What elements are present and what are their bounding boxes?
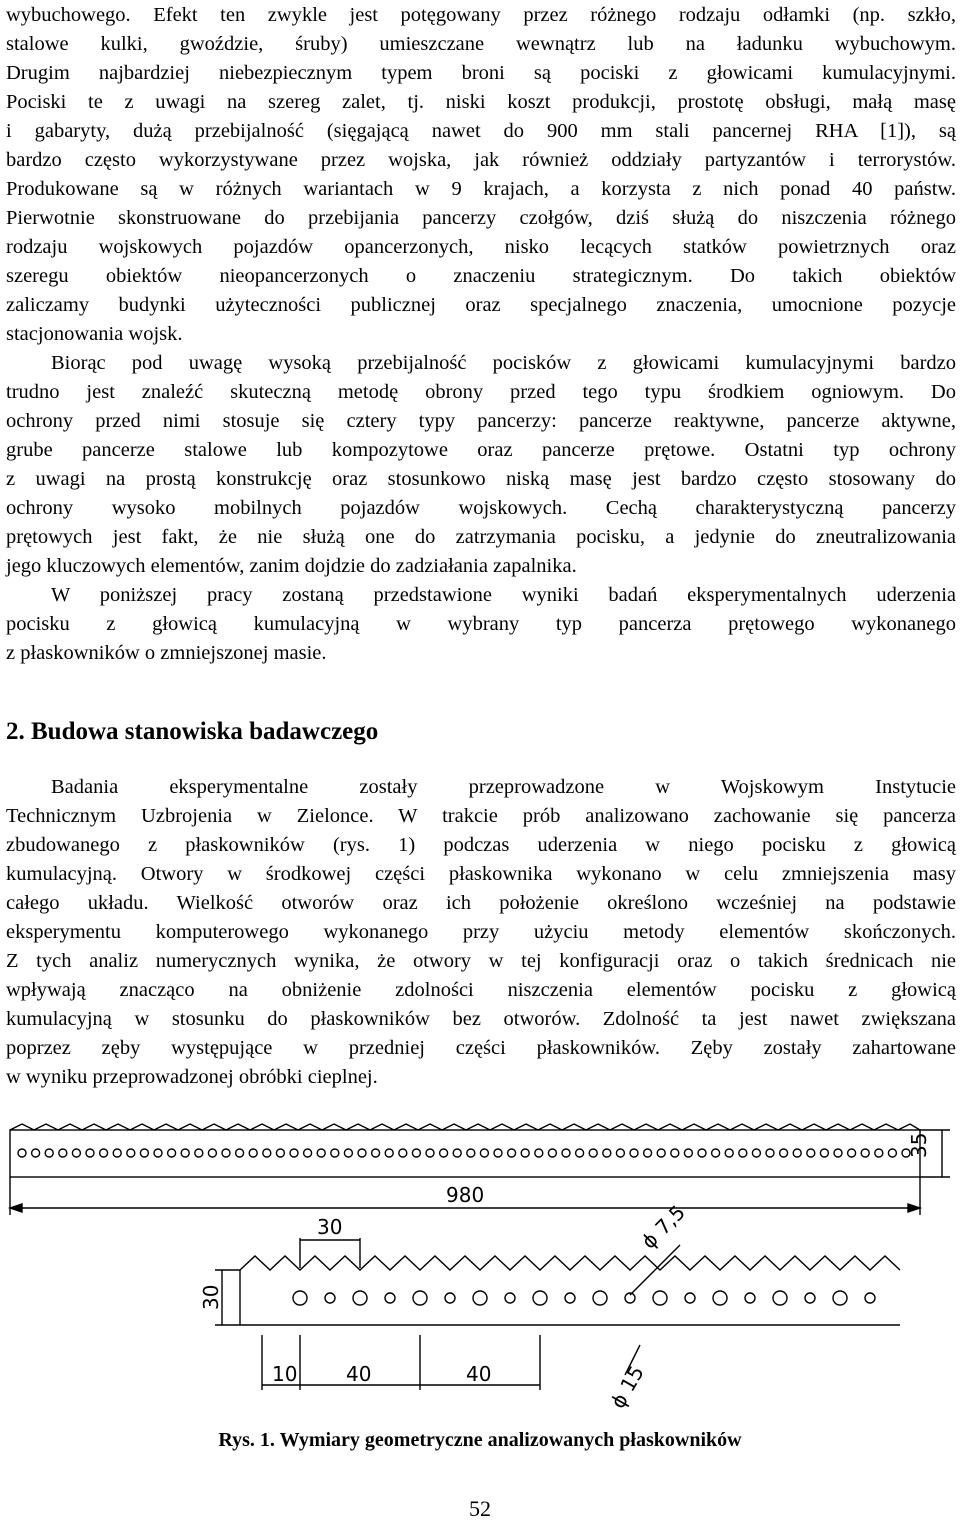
text-line: ochrony wysoko mobilnych pojazdów wojskowych. Cechą charakterystyczną pancerzy — [6, 497, 956, 519]
hole — [589, 1149, 597, 1157]
hole — [445, 1293, 455, 1303]
dimension-bar-height: 30 — [199, 1284, 223, 1310]
text-line: poprzez zęby występujące w przedniej części płaskowników. Zęby zostały zahartowane — [6, 1037, 956, 1059]
text-line: Technicznym Uzbrojenia w Zielonce. W trakcie prób analizowano zachowanie się pancerza — [6, 805, 956, 827]
teeth-outline — [10, 1124, 920, 1130]
text-line: wpływają znacząco na obniżenie zdolności niszczenia elementów pocisku z głowicą — [6, 979, 956, 1001]
text-line: bardzo często wykorzystywane przez wojska, jak również oddziały partyzantów i terrorystów. — [6, 149, 956, 171]
hole — [293, 1291, 307, 1305]
text-line: kumulacyjną. Otwory w środkowej części płaskownika wykonano w celu zmniejszenia masy — [6, 863, 956, 885]
hole — [208, 1149, 216, 1157]
text-line: prętowych jest fakt, że nie służą one do zatrzymania pocisku, a jedynie do zneutralizowania — [6, 526, 956, 548]
hole — [865, 1293, 875, 1303]
dimension-notch-diameter: ϕ 15 — [605, 1361, 649, 1413]
dimension-length: 980 — [446, 1183, 485, 1207]
hole — [325, 1293, 335, 1303]
hole — [72, 1149, 80, 1157]
hole — [508, 1149, 516, 1157]
hole — [780, 1149, 788, 1157]
hole — [344, 1149, 352, 1157]
hole — [671, 1149, 679, 1157]
hole — [385, 1149, 393, 1157]
text-line: Pociski te z uwagi na szereg zalet, tj. niski koszt produkcji, prostotę obsługi, małą masę — [6, 91, 956, 113]
hole — [426, 1149, 434, 1157]
hole — [413, 1291, 427, 1305]
hole — [875, 1149, 883, 1157]
hole — [820, 1149, 828, 1157]
hole — [32, 1149, 40, 1157]
detail-view — [240, 1256, 900, 1325]
hole — [358, 1149, 366, 1157]
hole — [399, 1149, 407, 1157]
hole — [222, 1149, 230, 1157]
hole — [834, 1149, 842, 1157]
figure-caption: Rys. 1. Wymiary geometryczne analizowanych płaskowników — [218, 1429, 742, 1451]
hole — [848, 1149, 856, 1157]
text-line: jego kluczowych elementów, zanim dojdzie do zadziałania zapalnika. — [6, 555, 577, 577]
hole — [494, 1149, 502, 1157]
text-line: z płaskowników o zmniejszonej masie. — [6, 642, 327, 664]
text-line: eksperymentu komputerowego wykonanego przy użyciu metody elementów skończonych. — [6, 921, 956, 943]
hole — [653, 1291, 667, 1305]
hole — [565, 1293, 575, 1303]
text-line: kumulacyjną w stosunku do płaskowników bez otworów. Zdolność ta jest nawet zwiększana — [6, 1008, 956, 1030]
hole — [725, 1149, 733, 1157]
hole — [195, 1149, 203, 1157]
text-line: zaliczamy budynki użyteczności publicznej oraz specjalnego znaczenia, umocnione pozycje — [6, 294, 956, 316]
text-line: Z tych analiz numerycznych wynika, że otwory w tej konfiguracji oraz o takich średnicach nie — [6, 950, 956, 972]
dimension-height-top: 35 — [907, 1132, 931, 1158]
detail-teeth-outline — [240, 1256, 900, 1270]
hole — [533, 1291, 547, 1305]
text-line: zbudowanego z płaskowników (rys. 1) podczas uderzenia w niego pocisku z głowicą — [6, 834, 956, 856]
text-line: i gabaryty, dużą przebijalność (sięgającą nawet do 900 mm stali pancernej RHA [1]), są — [6, 120, 956, 142]
hole — [249, 1149, 257, 1157]
hole — [304, 1149, 312, 1157]
hole — [548, 1149, 556, 1157]
hole — [521, 1149, 529, 1157]
dimension-hole-spacing: 40 — [466, 1362, 492, 1386]
text-line: ochrony przed nimi stosuje się cztery typy pancerzy: pancerze reaktywne, pancerze aktywne, — [6, 410, 956, 432]
detail-hole-row — [293, 1291, 875, 1305]
dimension-hole-diameter: ϕ 7,5 — [636, 1200, 690, 1254]
text-line: w wyniku przeprowadzonej obróbki cieplnej. — [6, 1066, 378, 1088]
page-number: 52 — [469, 1496, 491, 1521]
text-line: z uwagi na prostą konstrukcję oraz stosunkowo niską masę jest bardzo często stosowany do — [6, 468, 956, 490]
text-line: rodzaju wojskowych pojazdów opancerzonych, nisko lecących statków powietrznych oraz — [6, 236, 956, 258]
hole — [168, 1149, 176, 1157]
hole — [453, 1149, 461, 1157]
hole — [18, 1149, 26, 1157]
hole — [385, 1293, 395, 1303]
hole — [473, 1291, 487, 1305]
hole — [576, 1149, 584, 1157]
text-line: W poniższej pracy zostaną przedstawione wyniki badań eksperymentalnych uderzenia — [51, 584, 956, 606]
hole — [562, 1149, 570, 1157]
hole — [45, 1149, 53, 1157]
hole — [236, 1149, 244, 1157]
hole — [766, 1149, 774, 1157]
overview-bar — [10, 1124, 920, 1177]
text-line: pocisku z głowicą kumulacyjną w wybrany typ pancerza prętowego wykonanego — [6, 613, 956, 635]
hole — [861, 1149, 869, 1157]
hole — [467, 1149, 475, 1157]
hole — [440, 1149, 448, 1157]
hole — [181, 1149, 189, 1157]
text-line: szeregu obiektów nieopancerzonych o znaczeniu strategicznym. Do takich obiektów — [6, 265, 956, 287]
hole — [353, 1291, 367, 1305]
text-line: całego układu. Wielkość otworów oraz ich położenie określono wcześniej na podstawie — [6, 892, 956, 914]
hole — [752, 1149, 760, 1157]
text-line: Drugim najbardziej niebezpiecznym typem broni są pociski z głowicami kumulacyjnymi. — [6, 62, 956, 84]
hole — [684, 1149, 692, 1157]
hole — [713, 1291, 727, 1305]
hole — [59, 1149, 67, 1157]
hole — [833, 1291, 847, 1305]
hole — [685, 1293, 695, 1303]
hole — [793, 1149, 801, 1157]
hole — [372, 1149, 380, 1157]
hole — [412, 1149, 420, 1157]
hole — [86, 1149, 94, 1157]
hole — [154, 1149, 162, 1157]
hole — [807, 1149, 815, 1157]
hole — [505, 1293, 515, 1303]
dimension-first-hole: 10 — [272, 1362, 298, 1386]
hole — [593, 1291, 607, 1305]
hole — [773, 1291, 787, 1305]
hole-row — [18, 1149, 910, 1157]
dimension-tooth-pitch: 30 — [317, 1215, 343, 1239]
bar-outline — [10, 1130, 920, 1177]
hole — [113, 1149, 121, 1157]
hole — [644, 1149, 652, 1157]
hole — [480, 1149, 488, 1157]
hole — [331, 1149, 339, 1157]
hole — [100, 1149, 108, 1157]
text-line: stacjonowania wojsk. — [6, 323, 183, 345]
hole — [616, 1149, 624, 1157]
hole — [127, 1149, 135, 1157]
hole — [888, 1149, 896, 1157]
hole — [805, 1293, 815, 1303]
text-line: Pierwotnie skonstruowane do przebijania pancerzy czołgów, dziś służą do niszczenia różnego — [6, 207, 956, 229]
flat-bar-drawing — [0, 1120, 960, 1420]
text-line: stalowe kulki, gwoździe, śruby) umieszczane wewnątrz lub na ładunku wybuchowym. — [6, 33, 956, 55]
hole — [140, 1149, 148, 1157]
dimension-hole-spacing: 40 — [346, 1362, 372, 1386]
text-line: Produkowane są w różnych wariantach w 9 krajach, a korzysta z nich ponad 40 państw. — [6, 178, 956, 200]
hole — [657, 1149, 665, 1157]
hole — [745, 1293, 755, 1303]
hole — [712, 1149, 720, 1157]
text-line: wybuchowego. Efekt ten zwykle jest potęgowany przez różnego rodzaju odłamki (np. szkło, — [6, 4, 956, 26]
hole — [317, 1149, 325, 1157]
hole — [263, 1149, 271, 1157]
hole — [698, 1149, 706, 1157]
text-line: Biorąc pod uwagę wysoką przebijalność pocisków z głowicami kumulacyjnymi bardzo — [51, 352, 956, 374]
text-line: Badania eksperymentalne zostały przeprowadzone w Wojskowym Instytucie — [51, 776, 956, 798]
hole — [535, 1149, 543, 1157]
text-line: grube pancerze stalowe lub kompozytowe oraz pancerze prętowe. Ostatni typ ochrony — [6, 439, 956, 461]
hole — [276, 1149, 284, 1157]
section-heading: 2. Budowa stanowiska badawczego — [6, 718, 379, 745]
hole — [739, 1149, 747, 1157]
hole — [630, 1149, 638, 1157]
hole — [603, 1149, 611, 1157]
text-line: trudno jest znaleźć skuteczną metodę obrony przed tego typu środkiem ogniowym. Do — [6, 381, 956, 403]
hole — [290, 1149, 298, 1157]
